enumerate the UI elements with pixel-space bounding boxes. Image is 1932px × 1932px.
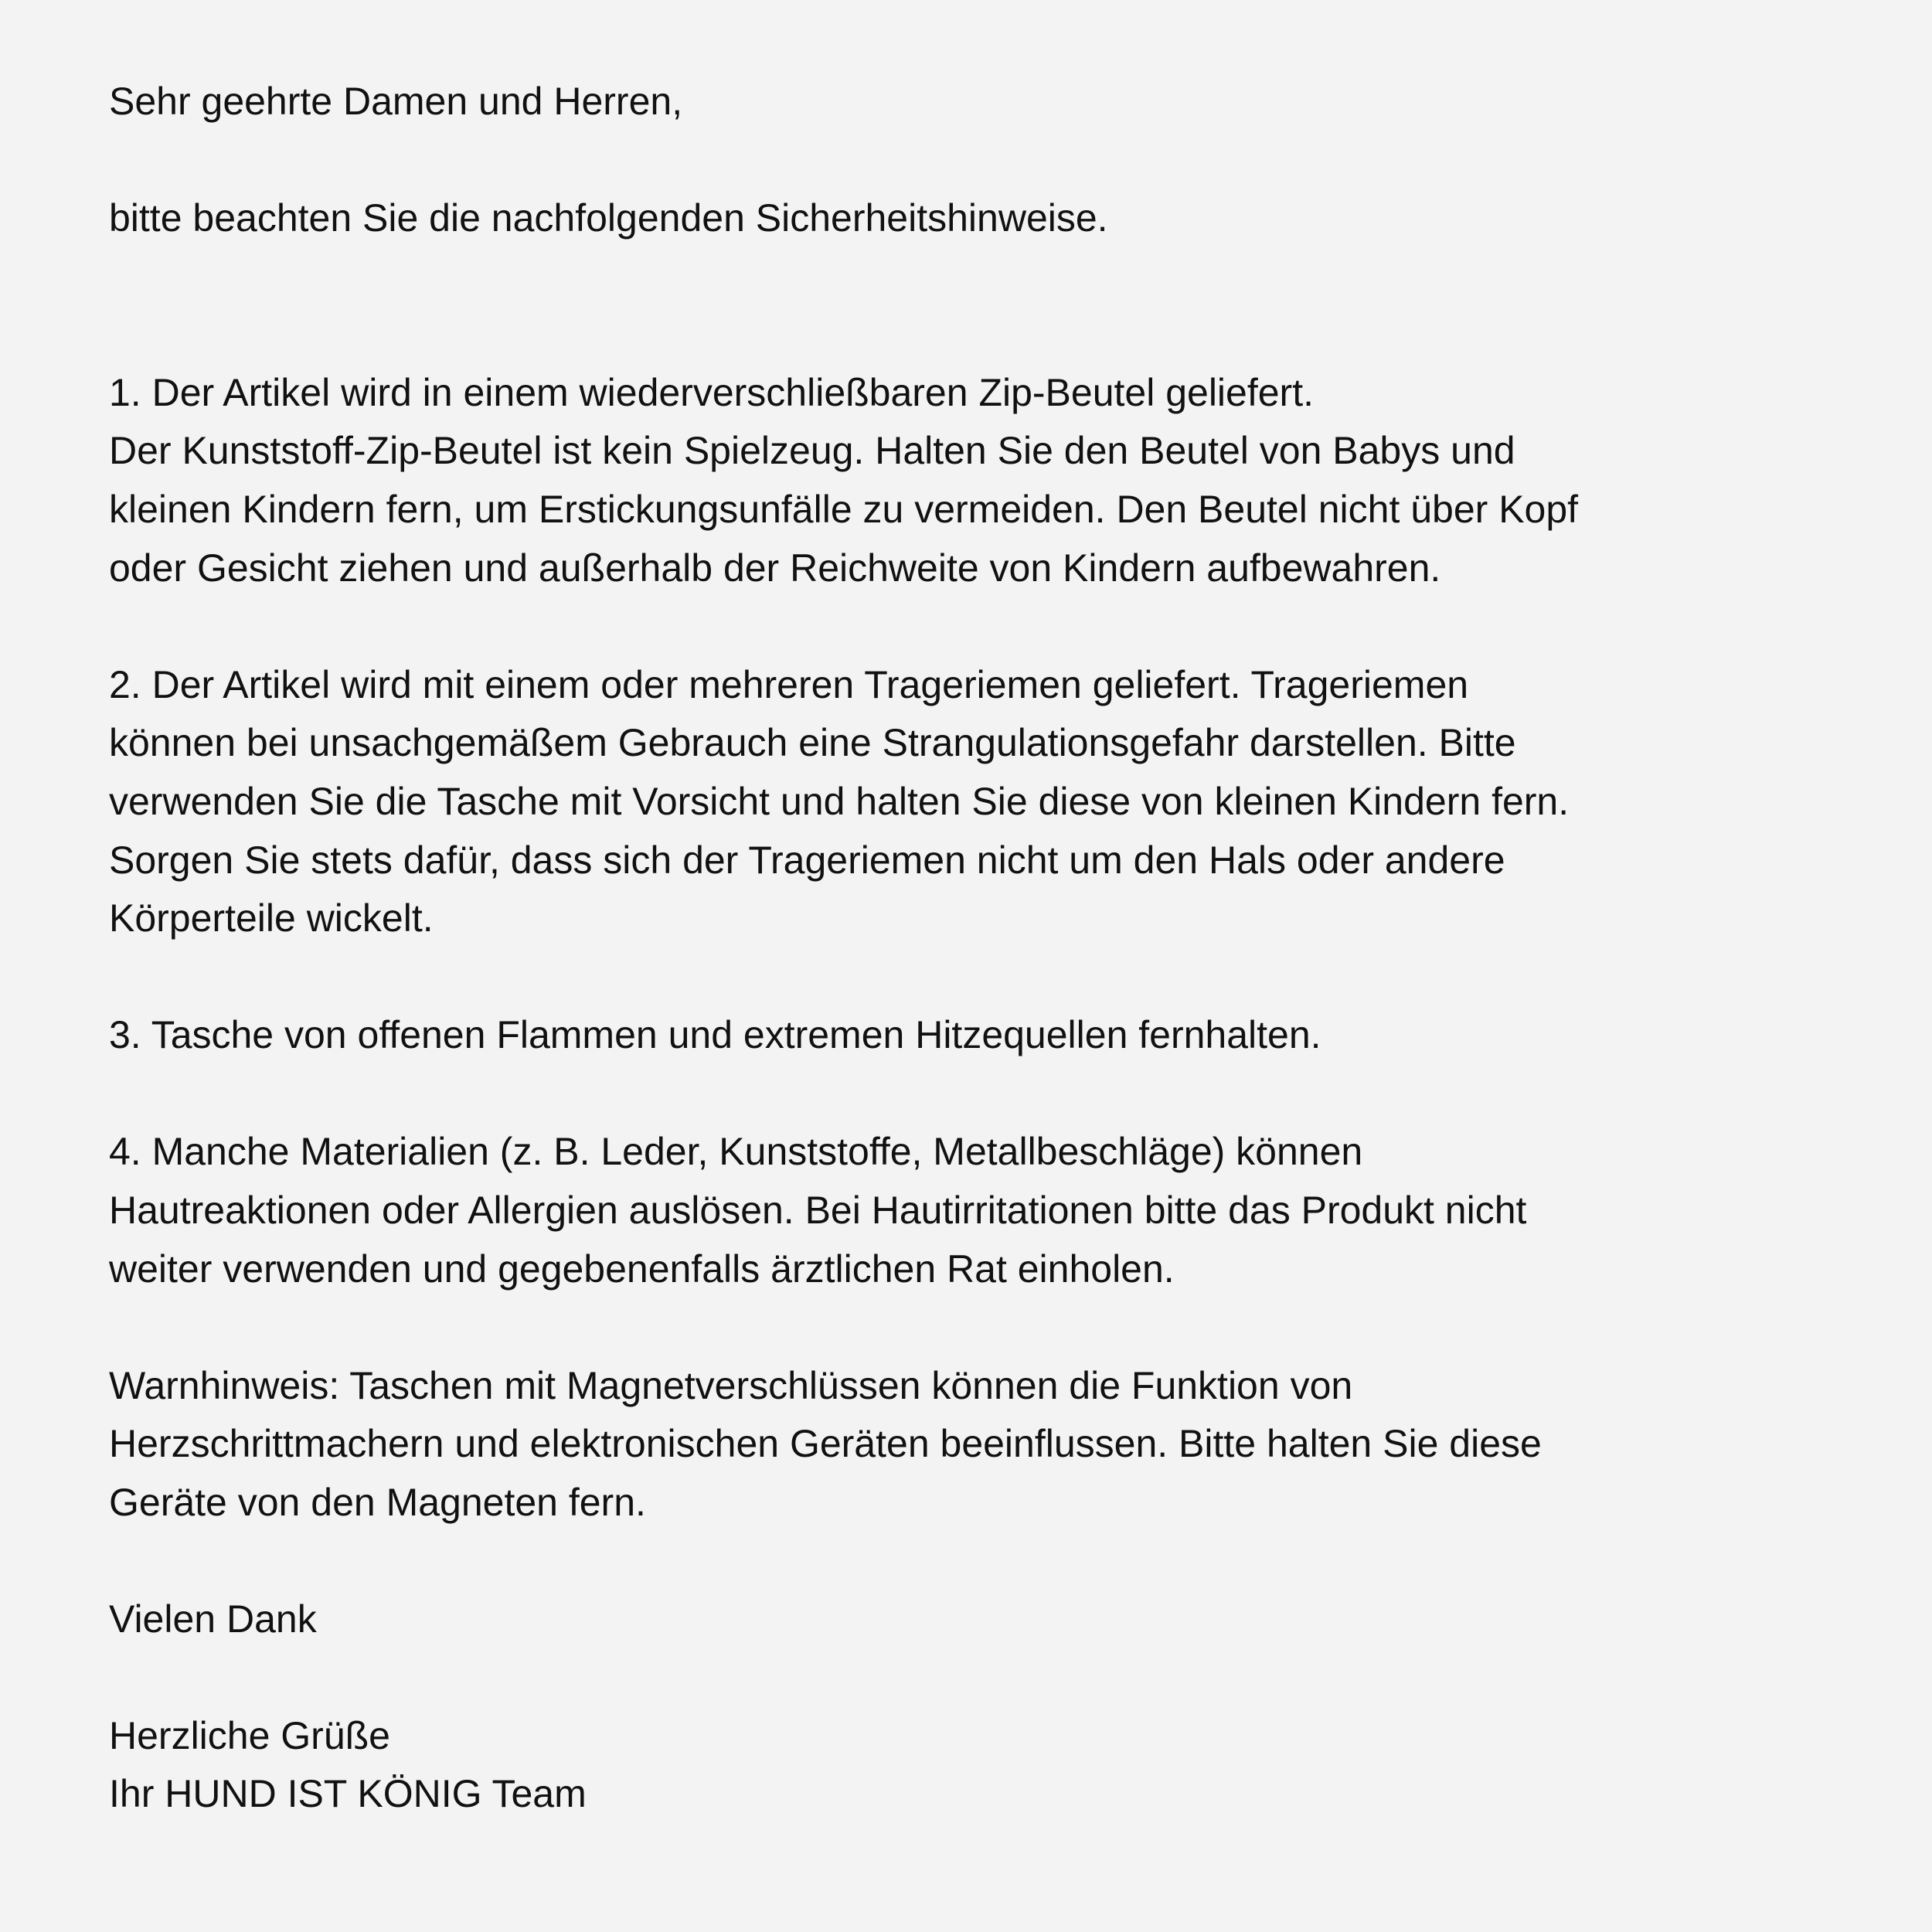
item-2-line-2: können bei unsachgemäßem Gebrauch eine Strangulationsgefahr darstellen. Bitte [109,721,1516,764]
closing-text: Herzliche Grüße [109,1714,390,1757]
item-1-line-4: oder Gesicht ziehen und außerhalb der Reichweite von Kindern aufbewahren. [109,546,1441,590]
warning-line-1: Warnhinweis: Taschen mit Magnetverschlüssen können die Funktion von [109,1364,1353,1407]
item-3-line-1: 3. Tasche von offenen Flammen und extremen Hitzequellen fernhalten. [109,1013,1321,1056]
item-1-line-2: Der Kunststoff-Zip-Beutel ist kein Spielzeug. Halten Sie den Beutel von Babys und [109,429,1515,472]
item-4-line-3: weiter verwenden und gegebenenfalls ärztlichen Rat einholen. [109,1247,1175,1291]
intro-text: bitte beachten Sie die nachfolgenden Sicherheitshinweise. [109,196,1108,240]
salutation: Sehr geehrte Damen und Herren, [109,80,683,123]
thanks-text: Vielen Dank [109,1597,317,1641]
item-2-line-3: verwenden Sie die Tasche mit Vorsicht und halten Sie diese von kleinen Kindern fern. [109,780,1570,823]
item-2-line-5: Körperteile wickelt. [109,896,434,940]
item-1-line-1: 1. Der Artikel wird in einem wiederverschließbaren Zip-Beutel geliefert. [109,371,1314,414]
warning-line-3: Geräte von den Magneten fern. [109,1481,646,1524]
warning-line-2: Herzschrittmachern und elektronischen Geräten beeinflussen. Bitte halten Sie diese [109,1422,1542,1465]
item-2-line-4: Sorgen Sie stets dafür, dass sich der Trageriemen nicht um den Hals oder andere [109,838,1505,882]
item-4-line-2: Hautreaktionen oder Allergien auslösen. Bei Hautirritationen bitte das Produkt nicht [109,1189,1527,1232]
item-2-line-1: 2. Der Artikel wird mit einem oder mehreren Trageriemen geliefert. Trageriemen [109,663,1469,706]
item-1-line-3: kleinen Kindern fern, um Erstickungsunfälle zu vermeiden. Den Beutel nicht über Kopf [109,488,1579,531]
signature-text: Ihr HUND IST KÖNIG Team [109,1772,587,1815]
item-4-line-1: 4. Manche Materialien (z. B. Leder, Kunststoffe, Metallbeschläge) können [109,1130,1363,1173]
